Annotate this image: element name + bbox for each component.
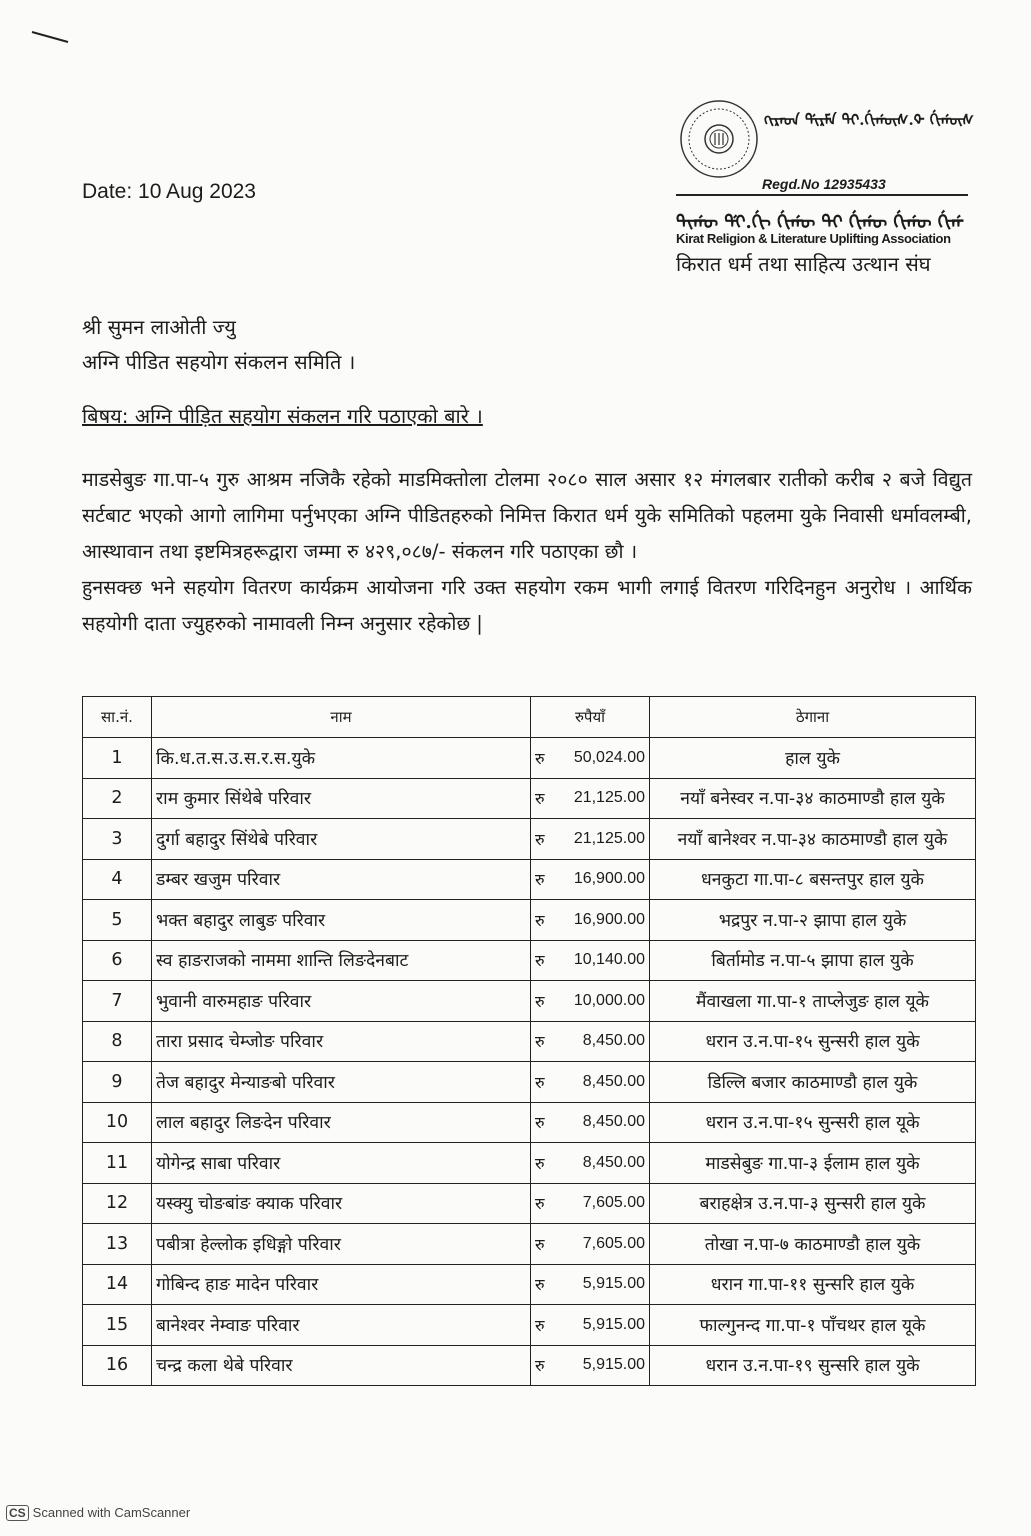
currency-symbol: रु <box>535 953 545 971</box>
row-sn: 2 <box>83 778 152 819</box>
row-sn: 10 <box>83 1102 152 1143</box>
row-address: डिल्लि बजार काठमाण्डौ हाल युके <box>650 1062 976 1103</box>
table-row <box>83 940 976 981</box>
body-paragraph: हुनसक्छ भने सहयोग वितरण कार्यक्रम आयोजना गरि उक्त सहयोग रकम भागी लगाई वितरण गरिदिनहुन अनुरोध । आर्थिक सहयोगी दाता ज्युहरुको नामावली निम्न अनुसार रहेकोछ | <box>82 576 972 635</box>
row-name: तारा प्रसाद चेम्जोङ परिवार <box>152 1021 531 1062</box>
table-row <box>83 1102 976 1143</box>
row-address: भद्रपुर न.पा-२ झापा हाल युके <box>650 900 976 941</box>
column-header-amount: रुपैयाँ <box>531 697 650 738</box>
row-name: पबीत्रा हेल्लोक इधिङ्गो परिवार <box>152 1224 531 1265</box>
row-name: चन्द्र कला थेबे परिवार <box>152 1345 531 1386</box>
table-row <box>83 1183 976 1224</box>
row-sn: 7 <box>83 981 152 1022</box>
row-name: भुवानी वारुमहाङ परिवार <box>152 981 531 1022</box>
table-row <box>83 738 976 779</box>
row-name: डम्बर खजुम परिवार <box>152 859 531 900</box>
currency-symbol: रु <box>535 1196 545 1214</box>
currency-symbol: रु <box>535 1317 545 1335</box>
row-name: बानेश्वर नेम्वाङ परिवार <box>152 1305 531 1346</box>
org-name-script: ᡨᡳᡤᡡ ᡩᡳ.ᡤᡳ ᡤᡳᡤᡡ ᡨᡳ ᡤᡳᡤᡡ ᡤᡳᡤᡡ ᡤᡳᡤ <box>676 212 964 233</box>
scanner-text: Scanned with CamScanner <box>32 1505 191 1520</box>
row-address: फाल्गुनन्द गा.पा-१ पाँचथर हाल यूके <box>650 1305 976 1346</box>
row-amount-cell <box>531 1183 650 1224</box>
row-address: धनकुटा गा.पा-८ बसन्तपुर हाल युके <box>650 859 976 900</box>
column-header-name: नाम <box>152 697 531 738</box>
row-name: लाल बहादुर लिङदेन परिवार <box>152 1102 531 1143</box>
letterhead <box>0 0 1031 280</box>
table-row <box>83 1062 976 1103</box>
currency-symbol: रु <box>535 750 545 768</box>
row-amount: 10,000.00 <box>573 991 645 1009</box>
row-name: राम कुमार सिंथेबे परिवार <box>152 778 531 819</box>
row-amount-cell <box>531 859 650 900</box>
row-amount-cell <box>531 1102 650 1143</box>
table-row <box>83 778 976 819</box>
row-name: भक्त बहादुर लाबुङ परिवार <box>152 900 531 941</box>
row-amount: 10,140.00 <box>573 951 645 969</box>
row-address: धरान उ.न.पा-१५ सुन्सरी हाल यूके <box>650 1102 976 1143</box>
column-header-address: ठेगाना <box>650 697 976 738</box>
row-amount: 8,450.00 <box>582 1153 645 1171</box>
row-address: बराहक्षेत्र उ.न.पा-३ सुन्सरी हाल युके <box>650 1183 976 1224</box>
currency-symbol: रु <box>535 1115 545 1133</box>
row-sn: 1 <box>83 738 152 779</box>
row-amount: 5,915.00 <box>582 1315 645 1333</box>
row-amount: 8,450.00 <box>582 1113 645 1131</box>
currency-symbol: रु <box>535 1155 545 1173</box>
row-amount: 7,605.00 <box>582 1234 645 1252</box>
table-row <box>83 1305 976 1346</box>
row-sn: 6 <box>83 940 152 981</box>
recipient-block <box>82 310 355 380</box>
row-name: गोबिन्द हाङ मादेन परिवार <box>152 1264 531 1305</box>
row-amount-cell <box>531 738 650 779</box>
row-address: मैंवाखला गा.पा-१ ताप्लेजुङ हाल यूके <box>650 981 976 1022</box>
row-sn: 4 <box>83 859 152 900</box>
row-amount: 21,125.00 <box>573 829 645 847</box>
table-row <box>83 859 976 900</box>
org-name-nepali: किरात धर्म तथा साहित्य उत्थान संघ <box>676 252 931 276</box>
row-amount: 5,915.00 <box>582 1356 645 1374</box>
row-name: स्व हाङराजको नाममा शान्ति लिङदेनबाट <box>152 940 531 981</box>
row-address: धरान गा.पा-११ सुन्सरि हाल युके <box>650 1264 976 1305</box>
row-sn: 12 <box>83 1183 152 1224</box>
row-address: माडसेबुङ गा.पा-३ ईलाम हाल युके <box>650 1143 976 1184</box>
table-header-row <box>83 697 976 738</box>
row-name: दुर्गा बहादुर सिंथेबे परिवार <box>152 819 531 860</box>
row-amount-cell <box>531 778 650 819</box>
letter-subject: बिषय: अग्नि पीड़ित सहयोग संकलन गरि पठाएको बारे । <box>82 404 483 428</box>
row-amount-cell <box>531 900 650 941</box>
row-sn: 11 <box>83 1143 152 1184</box>
currency-symbol: रु <box>535 1236 545 1254</box>
row-sn: 9 <box>83 1062 152 1103</box>
row-address: तोखा न.पा-७ काठमाण्डौ हाल युके <box>650 1224 976 1265</box>
row-amount-cell <box>531 981 650 1022</box>
row-amount: 21,125.00 <box>573 789 645 807</box>
currency-symbol: रु <box>535 1074 545 1092</box>
table-row <box>83 1264 976 1305</box>
row-amount-cell <box>531 819 650 860</box>
donor-table <box>82 696 976 1386</box>
row-sn: 15 <box>83 1305 152 1346</box>
recipient-committee: अग्नि पीडित सहयोग संकलन समिति । <box>82 350 356 374</box>
row-amount-cell <box>531 1305 650 1346</box>
table-row <box>83 1021 976 1062</box>
row-name: यस्क्यु चोङबांङ क्याक परिवार <box>152 1183 531 1224</box>
association-seal-icon <box>678 98 760 180</box>
row-amount: 8,450.00 <box>582 1032 645 1050</box>
letter-date: Date: 10 Aug 2023 <box>82 180 256 203</box>
row-sn: 5 <box>83 900 152 941</box>
row-amount: 16,900.00 <box>573 870 645 888</box>
row-amount-cell <box>531 1224 650 1265</box>
body-paragraph: माडसेबुङ गा.पा-५ गुरु आश्रम नजिकै रहेको माडमिक्तोला टोलमा २०८० साल असार १२ मंगलबार रातीको करीब २ बजे विद्युत सर्टबाट भएको आगो लागिमा पर्नुभएका अग्नि पीडितहरुको निमित्त किरात धर्म युके समितिको पहलमा युके निवासी धर्मावलम्बी, आस्थावान तथा इष्टमित्रहरूद्वारा जम्मा रु ४२९,०८७/- संकलन गरि पठाएका छौ । <box>82 468 972 563</box>
row-name: कि.ध.त.स.उ.स.र.स.युके <box>152 738 531 779</box>
row-amount-cell <box>531 1345 650 1386</box>
recipient-name: श्री सुमन लाओती ज्यु <box>82 315 236 339</box>
org-name-script-top: ᠭᡳᠷᠠᡨ ᡩᡳᠷᠮᠠ ᡨᡳ.ᡤᡳᡤᡡᠰ.ᡐ ᡤᡳᡤᡡᠰ <box>764 111 974 129</box>
divider <box>676 194 968 196</box>
table-row <box>83 981 976 1022</box>
row-amount: 5,915.00 <box>582 1275 645 1293</box>
row-address: नयाँ बनेस्वर न.पा-३४ काठमाण्डौ हाल युके <box>650 778 976 819</box>
org-name-english: Kirat Religion & Literature Uplifting Association <box>676 231 951 246</box>
currency-symbol: रु <box>535 1034 545 1052</box>
currency-symbol: रु <box>535 1358 545 1376</box>
table-row <box>83 819 976 860</box>
row-amount: 16,900.00 <box>573 910 645 928</box>
currency-symbol: रु <box>535 791 545 809</box>
row-sn: 3 <box>83 819 152 860</box>
row-sn: 8 <box>83 1021 152 1062</box>
row-address: धरान उ.न.पा-१५ सुन्सरी हाल युके <box>650 1021 976 1062</box>
row-amount-cell <box>531 1143 650 1184</box>
row-amount: 50,024.00 <box>573 748 645 766</box>
row-amount-cell <box>531 1062 650 1103</box>
table-row <box>83 1143 976 1184</box>
row-amount-cell <box>531 1021 650 1062</box>
row-name: योगेन्द्र साबा परिवार <box>152 1143 531 1184</box>
column-header-sn: सा.नं. <box>83 697 152 738</box>
camscanner-icon: CS <box>6 1505 29 1521</box>
currency-symbol: रु <box>535 1277 545 1295</box>
letter-body <box>82 462 972 642</box>
row-amount-cell <box>531 1264 650 1305</box>
row-amount: 8,450.00 <box>582 1072 645 1090</box>
row-sn: 14 <box>83 1264 152 1305</box>
row-address: हाल युके <box>650 738 976 779</box>
currency-symbol: रु <box>535 993 545 1011</box>
row-sn: 13 <box>83 1224 152 1265</box>
row-amount-cell <box>531 940 650 981</box>
currency-symbol: रु <box>535 831 545 849</box>
currency-symbol: रु <box>535 912 545 930</box>
table-row <box>83 900 976 941</box>
table-row <box>83 1345 976 1386</box>
row-amount: 7,605.00 <box>582 1194 645 1212</box>
row-address: बिर्तामोड न.पा-५ झापा हाल युके <box>650 940 976 981</box>
registration-number: Regd.No 12935433 <box>762 176 886 192</box>
row-address: धरान उ.न.पा-१९ सुन्सरि हाल युके <box>650 1345 976 1386</box>
row-address: नयाँ बानेश्वर न.पा-३४ काठमाण्डौ हाल युके <box>650 819 976 860</box>
row-name: तेज बहादुर मेन्याङबो परिवार <box>152 1062 531 1103</box>
table-row <box>83 1224 976 1265</box>
currency-symbol: रु <box>535 872 545 890</box>
row-sn: 16 <box>83 1345 152 1386</box>
scanner-watermark <box>6 1505 190 1521</box>
